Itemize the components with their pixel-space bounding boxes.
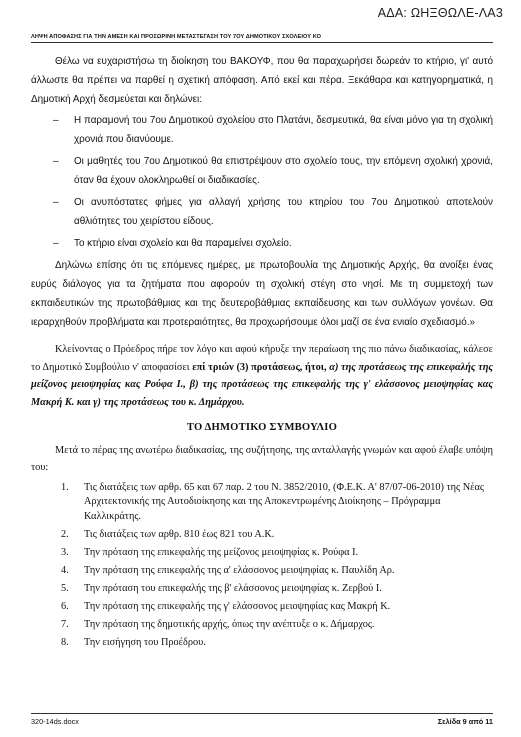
list-item: – Το κτήριο είναι σχολείο και θα παραμείνει σχολείο. (31, 234, 493, 253)
document-body (31, 52, 493, 654)
considerations-list (31, 481, 493, 651)
paragraph-4: Μετά το πέρας της ανωτέρω διαδικασίας, της συζήτησης, της ανταλλαγής γνωμών και αφού έλαβε υπόψη του: (31, 444, 493, 473)
list-item: – Οι ανυπόστατες φήμες για αλλαγή χρήσης του κτηρίου του 7ου Δημοτικού αποτελούν αθλιότητες του χειρίστου είδους. (31, 193, 493, 231)
list-item: 3. Την πρόταση της επικεφαλής της μείζονος μειοψηφίας κ. Ρούφα Ι. (61, 546, 359, 558)
list-item: – Η παραμονή του 7ου Δημοτικού σχολείου στο Πλατάνι, δεσμευτικά, θα είναι μόνο για τη σχολική χρονιά που διανύουμε. (31, 111, 493, 149)
ada-code: ΑΔΑ: ΩΗΞΘΩΛΕ-ΛΑ3 (377, 6, 503, 20)
document-footer (31, 713, 493, 726)
list-item: 1. Τις διατάξεις των αρθρ. 65 και 67 παρ. 2 του Ν. 3852/2010, (Φ.Ε.Κ. Α' 87/07-06-2010) της Νέας Αρχιτεκτονικής της Αυτοδιοίκησης και της Αποκεντρωμένης Διοίκησης – Πρόγραμμα Καλλικράτης. (61, 481, 484, 522)
list-item: – Οι μαθητές του 7ου Δημοτικού θα επιστρέψουν στο σχολείο τους, την επόμενη σχολική χρονιά, όταν θα έχουν ολοκληρωθεί οι διαδικασίες. (31, 152, 493, 190)
paragraph-3: Κλείνοντας ο Πρόεδρος πήρε τον λόγο και αφού κήρυξε την περαίωση της πιο πάνω διαδικασίας, κάλεσε το Δημοτικό Συμβούλιο ν' αποφασίσει επί τριών (3) προτάσεως, ήτοι, α) της προτάσεως της επικεφαλής της μείζονος μειοψηφίας κας Ρούφα Ι., β) της προτάσεως της επικεφαλής της γ' ελάσσονος μειοψηφίας κας Μακρή Κ. και γ) της προτάσεως του κ. Δημάρχου. (31, 344, 493, 408)
section-title: ΤΟ ΔΗΜΟΤΙΚΟ ΣΥΜΒΟΥΛΙΟ (186, 422, 338, 433)
bold-proposals: επί τριών (3) προτάσεως, ήτοι, (192, 361, 327, 373)
list-item: 4. Την πρόταση της επικεφαλής της α' ελάσσονος μειοψηφίας κ. Παυλίδη Αρ. (61, 564, 395, 576)
dash-marker: – (53, 115, 59, 126)
list-item: 6. Την πρόταση της επικεφαλής της γ' ελάσσονος μειοψηφίας κας Μακρή Κ. (61, 600, 391, 612)
list-item: 2. Τις διατάξεις των αρθρ. 810 έως 821 του Α.Κ. (61, 528, 275, 540)
list-item: 5. Την πρόταση του επικεφαλής της β' ελάσσονος μειοψηφίας κ. Ζερβού Ι. (61, 582, 382, 594)
list-item: 8. Την εισήγηση του Προέδρου. (61, 636, 206, 648)
paragraph-2: Δηλώνω επίσης ότι τις επόμενες ημέρες, με πρωτοβουλία της Δημοτικής Αρχής, θα ανοίξει ένας ευρύς διάλογος για τα ζητήματα που αφορούν τη σχολική στέγη στο νησί. Με τη συμμετοχή των εκπαιδευτικών της πρωτοβάθμιας και της δευτεροβάθμιας εκπαίδευσης και των συλλόγων γονέων. Θα ιεραρχηθούν προβλήματα και προτεραιότητες, θα προχωρήσουμε όλοι μαζί σε ένα ενιαίο σχεδιασμό.» (31, 260, 493, 328)
commitments-list (31, 111, 493, 253)
bold-italic-proposals: α) της προτάσεως της επικεφαλής της μείζονος μειοψηφίας κας Ρούφα Ι., β) της προτάσεως της επικεφαλής της γ' ελάσσονος μειοψηφίας κας Μακρή Κ. και γ) της προτάσεως του κ. Δημάρχου. (31, 361, 493, 408)
footer-filename: 320-14ds.docx (31, 717, 79, 726)
footer-page-number: Σελίδα 9 από 11 (437, 717, 493, 726)
document-header: ΛΗΨΗ ΑΠΟΦΑΣΗΣ ΓΙΑ ΤΗΝ ΑΜΕΣΗ ΚΑΙ ΠΡΟΣΩΡΙΝΗ ΜΕΤΑΣΤΕΓΑΣΗ ΤΟΥ 7ΟΥ ΔΗΜΟΤΙΚΟΥ ΣΧΟΛΕΙΟΥ ΚΟ (31, 34, 493, 43)
dash-marker: – (53, 197, 59, 208)
paragraph-1: Θέλω να ευχαριστήσω τη διοίκηση του ΒΑΚΟΥΦ, που θα παραχωρήσει δωρεάν το κτήριο, γι' αυτό άλλωστε θα πρέπει να παρθεί η σχετική απόφαση. Από εκεί και πέρα. Ξεκάθαρα και κατηγορηματικά, η Δημοτική Αρχή δεσμεύεται και δηλώνει: (31, 56, 493, 105)
list-item: 7. Την πρόταση της δημοτικής αρχής, όπως την ανέπτυξε ο κ. Δήμαρχος. (61, 618, 375, 630)
dash-marker: – (53, 238, 59, 249)
dash-marker: – (53, 156, 59, 167)
